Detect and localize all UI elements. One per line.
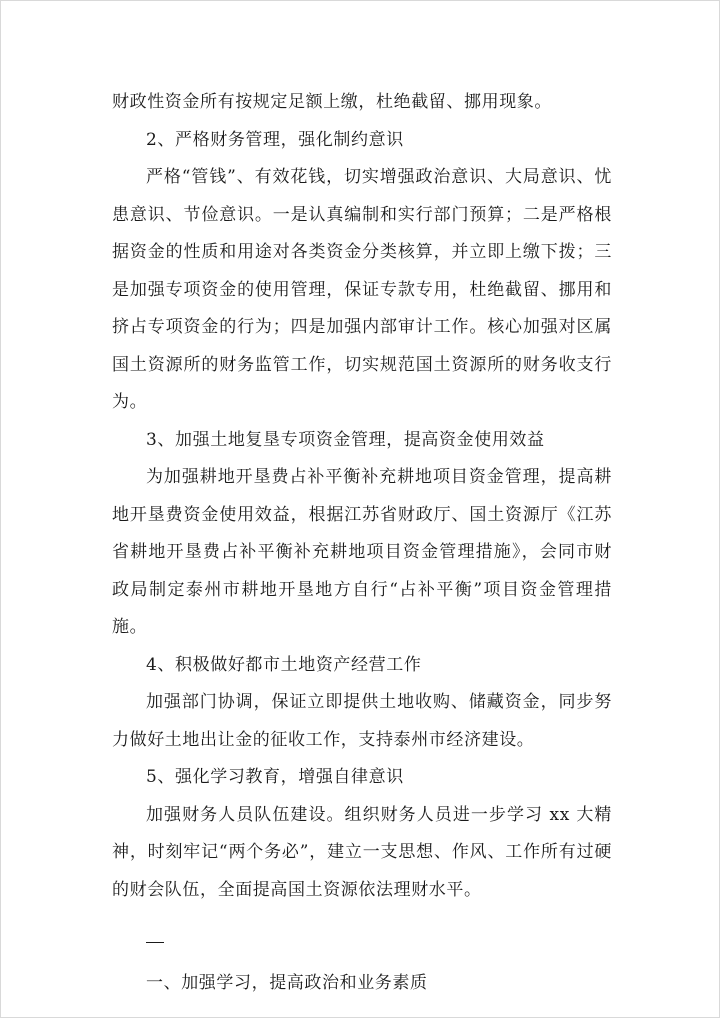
heading-financial-management: 2、严格财务管理，强化制约意识 xyxy=(146,129,404,150)
heading-strengthen-study: 一、加强学习，提高政治和业务素质 xyxy=(146,973,428,993)
paragraph-closing-fiscal: 财政性资金所有按规定足额上缴，杜绝截留、挪用现象。 xyxy=(112,92,552,112)
document-body xyxy=(112,84,612,1003)
paragraph-urban-land-assets: 加强部门协调，保证立即提供土地收购、储藏资金，同步努力做好土地出让金的征收工作，支持泰州市经济建设。 xyxy=(112,692,612,750)
heading-study-education: 5、强化学习教育，增强自律意识 xyxy=(146,767,404,787)
heading-land-reclamation: 3、加强土地复垦专项资金管理，提高资金使用效益 xyxy=(146,429,545,450)
heading-urban-land-assets: 4、积极做好都市土地资产经营工作 xyxy=(146,654,422,675)
paragraph-land-reclamation: 为加强耕地开垦费占补平衡补充耕地项目资金管理，提高耕地开垦费资金使用效益，根据江苏省财政厅、国土资源厅《江苏省耕地开垦费占补平衡补充耕地项目资金管理措施》，会同市财政局制定泰州市耕地开垦地方自行“占补平衡”项目资金管理措施。 xyxy=(112,467,612,637)
dash-mark xyxy=(146,942,164,943)
paragraph-financial-management: 严格“管钱”、有效花钱，切实增强政治意识、大局意识、忧患意识、节俭意识。一是认真编制和实行部门预算；二是严格根据资金的性质和用途对各类资金分类核算，并立即上缴下拨；三是加强专项资金的使用管理，保证专款专用，杜绝截留、挪用和挤占专项资金的行为；四是加强内部审计工作。核心加强对区属国土资源所的财务监管工作，切实规范国土资源所的财务收支行为。 xyxy=(112,167,612,412)
paragraph-study-education: 加强财务人员队伍建设。组织财务人员进一步学习 xx 大精神，时刻牢记“两个务必”，建立一支思想、作风、工作所有过硬的财会队伍，全面提高国土资源依法理财水平。 xyxy=(112,804,612,900)
section-divider xyxy=(112,909,612,965)
